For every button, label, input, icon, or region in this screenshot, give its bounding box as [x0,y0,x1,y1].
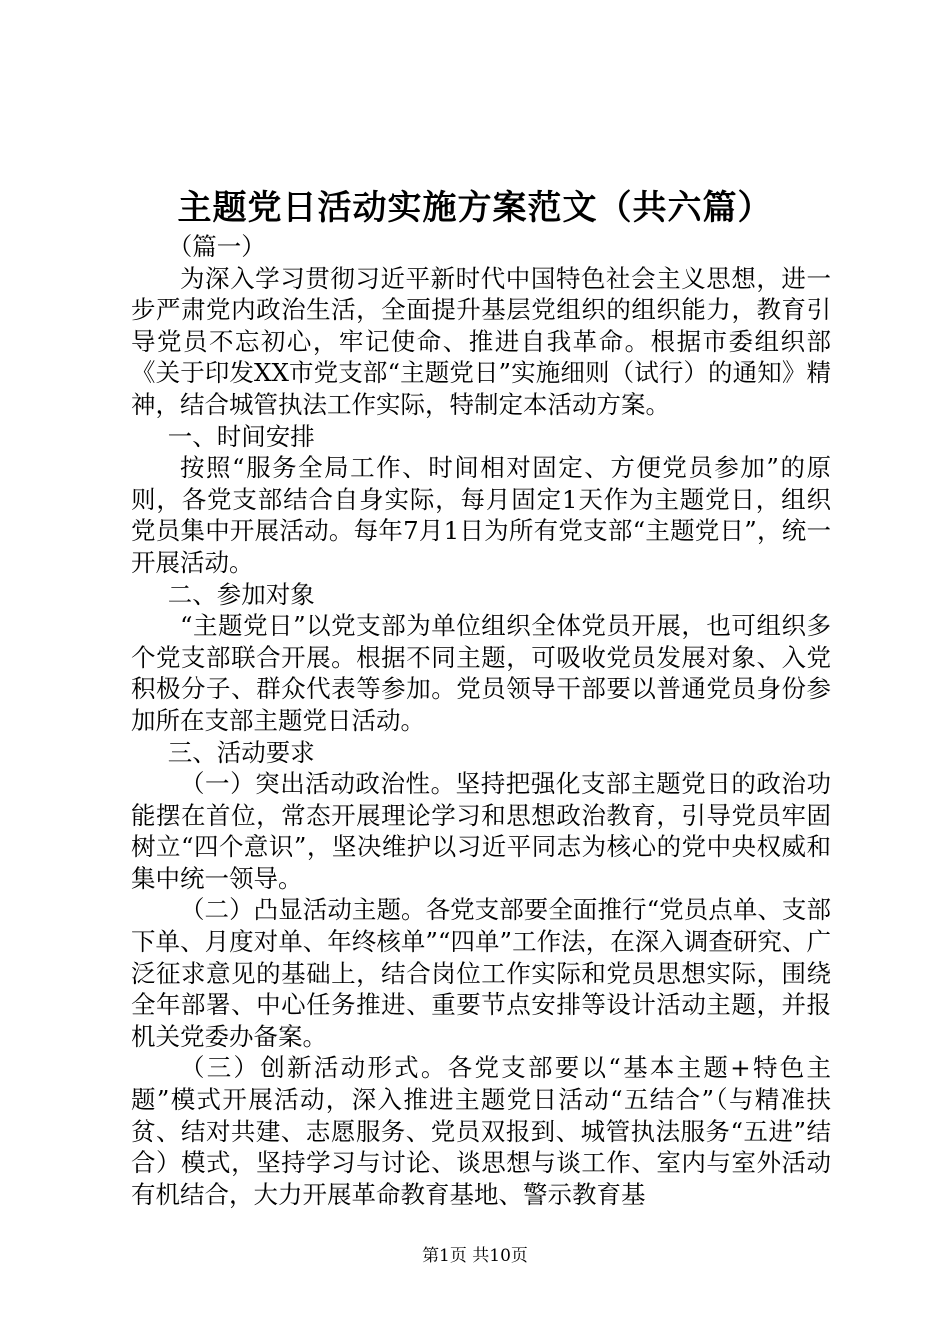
paragraph: （一）突出活动政治性。坚持把强化支部主题党日的政治功能摆在首位，常态开展理论学习和思想政治教育，引导党员牢固树立“四个意识”，坚决维护以习近平同志为核心的党中央权威和集中统一领导。 [131,769,831,893]
document-title: 主题党日活动实施方案范文（共六篇） [177,188,773,228]
paragraph: （二）凸显活动主题。各党支部要全面推行“党员点单、支部下单、月度对单、年终核单”“四单”工作法，在深入调查研究、广泛征求意见的基础上，结合岗位工作实际和党员思想实际，围绕全年部署、中心任务推进、重要节点安排等设计活动主题，并报机关党委办备案。 [131,895,831,1051]
section-heading: 一、时间安排 [167,421,315,451]
paragraph: （三）创新活动形式。各党支部要以“基本主题+特色主题”模式开展活动，深入推进主题党日活动“五结合”（与精准扶贫、结对共建、志愿服务、党员双报到、城管执法服务“五进”结合）模式，坚持学习与讨论、谈思想与谈工作、室内与室外活动有机结合，大力开展革命教育基地、警示教育基 [131,1053,831,1209]
section-heading: 二、参加对象 [167,579,315,609]
section-heading: 三、活动要求 [167,737,315,767]
paragraph: “主题党日”以党支部为单位组织全体党员开展，也可组织多个党支部联合开展。根据不同主题，可吸收党员发展对象、入党积极分子、群众代表等参加。党员领导干部要以普通党员身份参加所在支部主题党日活动。 [131,611,831,735]
document-body [131,231,831,1210]
section-label: （篇一） [167,232,266,261]
page-number: 第1页 共10页 [422,1246,528,1266]
paragraph: 为深入学习贯彻习近平新时代中国特色社会主义思想，进一步严肃党内政治生活，全面提升基层党组织的组织能力，教育引导党员不忘初心，牢记使命、推进自我革命。根据市委组织部《关于印发XX市党支部“主题党日”实施细则（试行）的通知》精神，结合城管执法工作实际，特制定本活动方案。 [131,263,831,419]
paragraph: 按照“服务全局工作、时间相对固定、方便党员参加”的原则，各党支部结合自身实际，每月固定1天作为主题党日，组织党员集中开展活动。每年7月1日为所有党支部“主题党日”，统一开展活动。 [131,453,831,577]
